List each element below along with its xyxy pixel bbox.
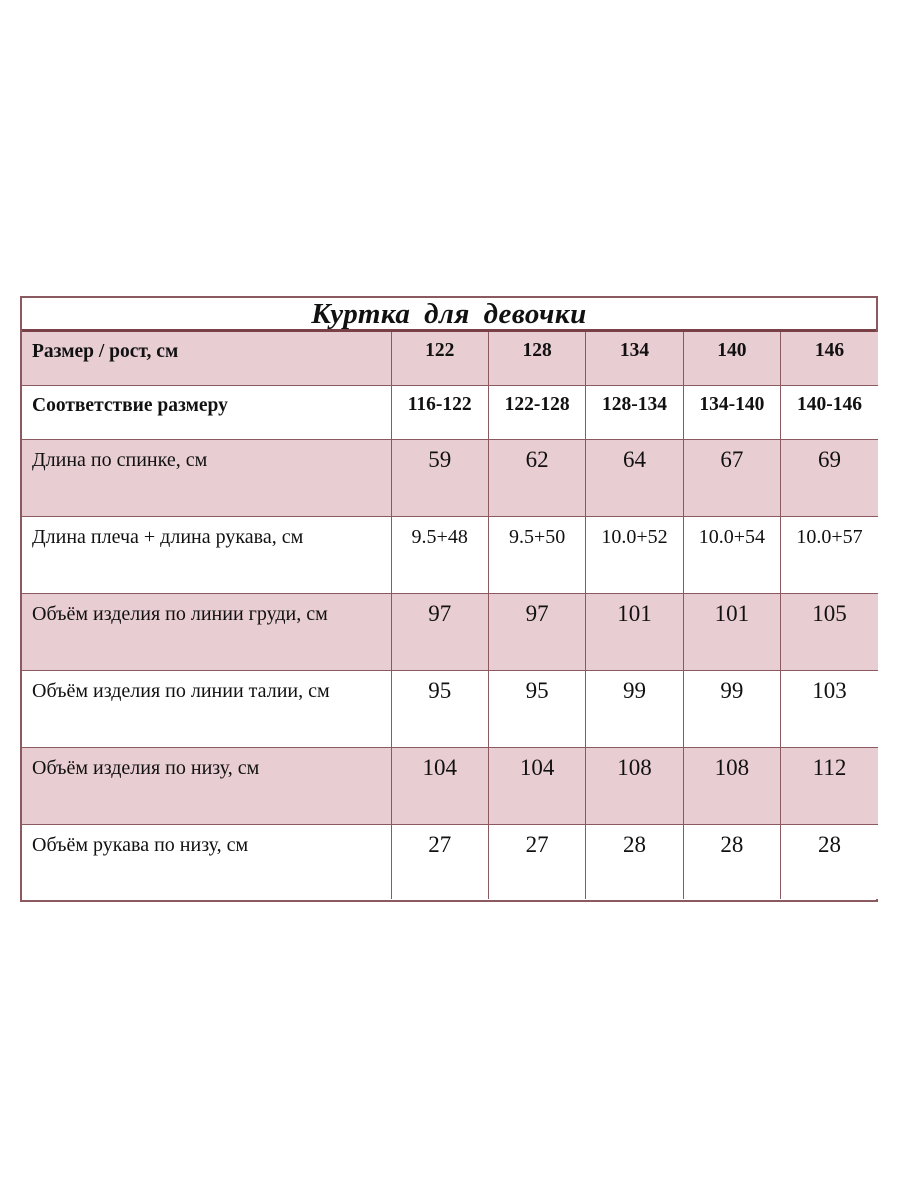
- size-grid: [22, 332, 878, 899]
- size-chart-table: [20, 296, 878, 902]
- table-cell: 67: [683, 439, 780, 516]
- table-cell: 69: [781, 439, 878, 516]
- table-cell: 95: [391, 670, 488, 747]
- table-cell: 128-134: [586, 385, 683, 439]
- table-cell: 27: [391, 824, 488, 899]
- table-cell: 105: [781, 593, 878, 670]
- table-row: [22, 516, 878, 593]
- table-cell: 27: [488, 824, 585, 899]
- table-cell: 62: [488, 439, 585, 516]
- table-cell: 112: [781, 747, 878, 824]
- row-label: Объём изделия по низу, см: [22, 747, 391, 824]
- table-cell: 101: [683, 593, 780, 670]
- size-128-header: 128: [488, 332, 585, 385]
- table-cell: 140-146: [781, 385, 878, 439]
- table-cell: 122-128: [488, 385, 585, 439]
- header-row: [22, 332, 878, 385]
- table-cell: 99: [683, 670, 780, 747]
- size-146-header: 146: [781, 332, 878, 385]
- row-label: Длина плеча + длина рукава, см: [22, 516, 391, 593]
- table-cell: 108: [586, 747, 683, 824]
- table-row: [22, 593, 878, 670]
- table-cell: 9.5+50: [488, 516, 585, 593]
- table-cell: 116-122: [391, 385, 488, 439]
- size-140-header: 140: [683, 332, 780, 385]
- row-label: Объём рукава по низу, см: [22, 824, 391, 899]
- table-cell: 99: [586, 670, 683, 747]
- table-cell: 97: [488, 593, 585, 670]
- size-122-header: 122: [391, 332, 488, 385]
- row-label: Длина по спинке, см: [22, 439, 391, 516]
- table-cell: 104: [391, 747, 488, 824]
- row-label: Объём изделия по линии груди, см: [22, 593, 391, 670]
- table-cell: 10.0+52: [586, 516, 683, 593]
- size-134-header: 134: [586, 332, 683, 385]
- table-title: Куртка для девочки: [22, 298, 876, 332]
- correspondence-label: Соответствие размеру: [22, 385, 391, 439]
- table-cell: 103: [781, 670, 878, 747]
- row-label: Объём изделия по линии талии, см: [22, 670, 391, 747]
- header-label: Размер / рост, см: [22, 332, 391, 385]
- table-cell: 59: [391, 439, 488, 516]
- table-cell: 28: [781, 824, 878, 899]
- correspondence-row: [22, 385, 878, 439]
- table-row: [22, 670, 878, 747]
- table-cell: 134-140: [683, 385, 780, 439]
- table-cell: 9.5+48: [391, 516, 488, 593]
- table-cell: 97: [391, 593, 488, 670]
- table-cell: 101: [586, 593, 683, 670]
- table-cell: 10.0+54: [683, 516, 780, 593]
- table-row: [22, 747, 878, 824]
- table-cell: 28: [683, 824, 780, 899]
- table-cell: 95: [488, 670, 585, 747]
- table-cell: 28: [586, 824, 683, 899]
- table-cell: 64: [586, 439, 683, 516]
- table-cell: 108: [683, 747, 780, 824]
- table-row: [22, 824, 878, 899]
- table-cell: 10.0+57: [781, 516, 878, 593]
- table-cell: 104: [488, 747, 585, 824]
- table-row: [22, 439, 878, 516]
